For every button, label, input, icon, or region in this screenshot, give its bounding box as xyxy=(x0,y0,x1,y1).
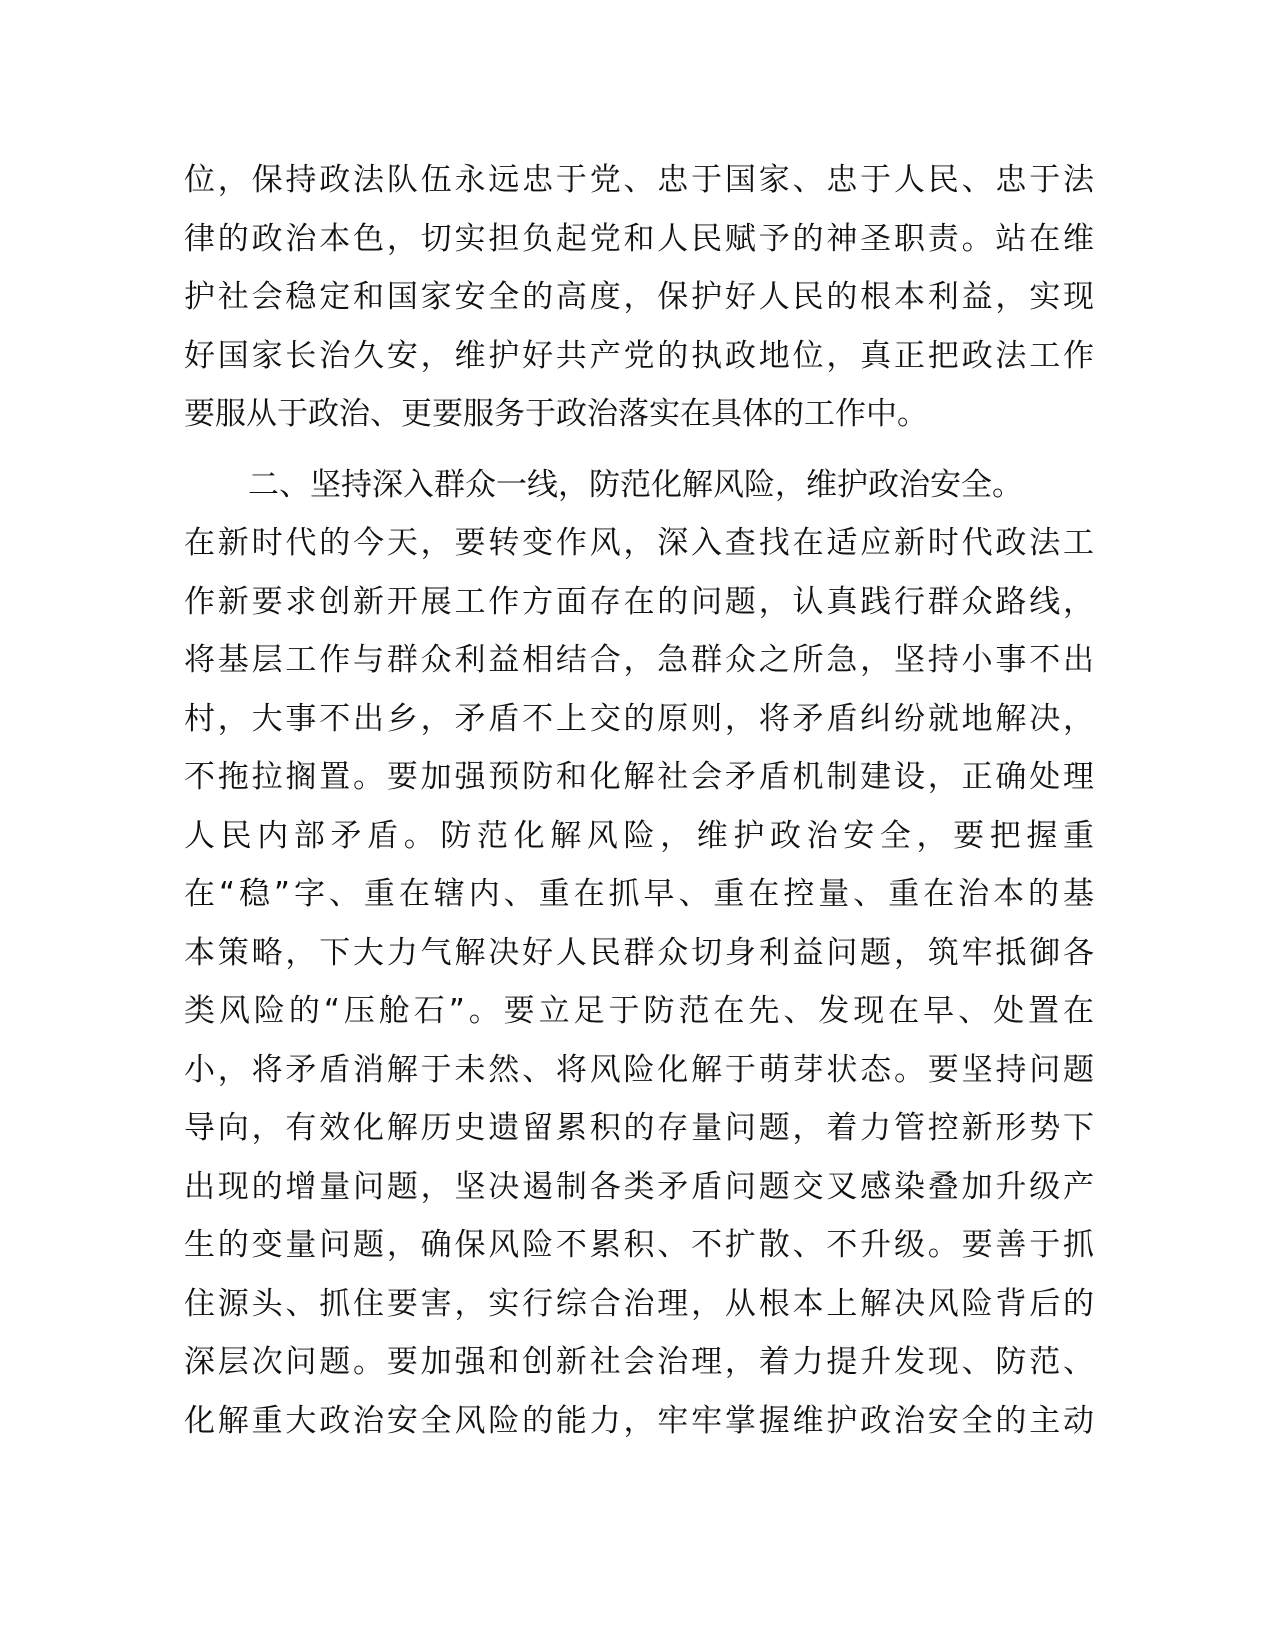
text-line: 人民内部矛盾。防范化解风险，维护政治安全，要把握重 xyxy=(184,817,1094,854)
text-line: 不拖拉搁置。要加强预防和化解社会矛盾机制建设，正确处理 xyxy=(184,759,1094,795)
body-text xyxy=(184,151,1094,1450)
text-line: 要服从于政治、更要服务于政治落实在具体的工作中。 xyxy=(184,396,928,432)
paragraph-2 xyxy=(184,456,1094,1451)
text-line: 好国家长治久安，维护好共产党的执政地位，真正把政法工作 xyxy=(184,337,1094,374)
text-line: 出现的增量问题，坚决遏制各类矛盾问题交叉感染叠加升级产 xyxy=(184,1168,1094,1205)
section-heading-line: 二、坚持深入群众一线，防范化解风险，维护政治安全。 xyxy=(248,466,1023,503)
text-line: 化解重大政治安全风险的能力，牢牢掌握维护政治安全的主动 xyxy=(184,1402,1094,1439)
text-line: 住源头、抓住要害，实行综合治理，从根本上解决风险背后的 xyxy=(184,1285,1094,1322)
text-line: 类风险的“压舱石”。要立足于防范在先、发现在早、处置在 xyxy=(184,993,1094,1029)
text-line: 小，将矛盾消解于未然、将风险化解于萌芽状态。要坚持问题 xyxy=(184,1051,1094,1088)
text-line: 导向，有效化解历史遗留累积的存量问题，着力管控新形势下 xyxy=(184,1110,1094,1146)
text-line: 位，保持政法队伍永远忠于党、忠于国家、忠于人民、忠于法 xyxy=(184,162,1094,198)
paragraph-gap xyxy=(184,444,1094,456)
text-line: 在新时代的今天，要转变作风，深入查找在适应新时代政法工 xyxy=(184,525,1094,561)
text-line: 护社会稳定和国家安全的高度，保护好人民的根本利益，实现 xyxy=(184,279,1094,315)
text-line: 在“稳”字、重在辖内、重在抓早、重在控量、重在治本的基 xyxy=(184,876,1094,912)
text-line: 本策略，下大力气解决好人民群众切身利益问题，筑牢抵御各 xyxy=(184,934,1094,971)
text-line: 律的政治本色，切实担负起党和人民赋予的神圣职责。站在维 xyxy=(184,220,1094,257)
paragraph-1 xyxy=(184,151,1094,444)
text-line: 作新要求创新开展工作方面存在的问题，认真践行群众路线， xyxy=(184,583,1094,620)
text-line: 生的变量问题，确保风险不累积、不扩散、不升级。要善于抓 xyxy=(184,1227,1094,1263)
text-line: 深层次问题。要加强和创新社会治理，着力提升发现、防范、 xyxy=(184,1344,1094,1380)
text-line: 将基层工作与群众利益相结合，急群众之所急，坚持小事不出 xyxy=(184,642,1094,678)
text-line: 村，大事不出乡，矛盾不上交的原则，将矛盾纠纷就地解决， xyxy=(184,700,1094,737)
